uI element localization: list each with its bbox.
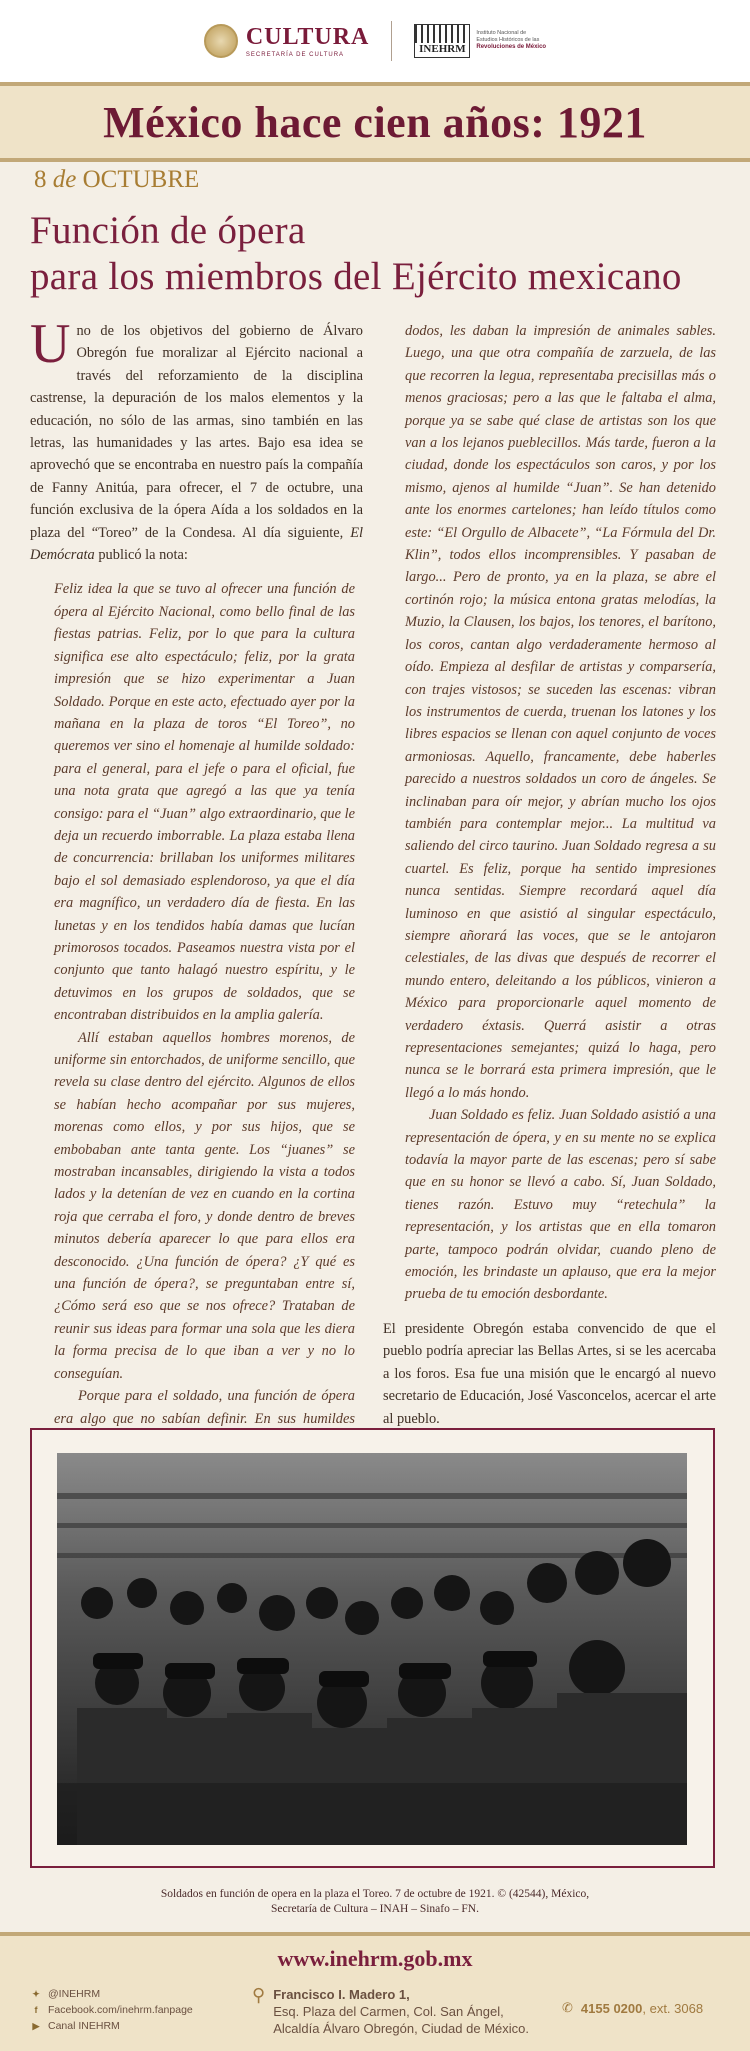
- quote-paragraph-3-continued: dodos, les daban la impresión de animales sables. Luego, una que otra compañía de zarzuela, de las que recorren la legua, representaba precisillas más o menos graciosas; pero a las que le faltaba el alma, porque ya se sabe qué clase de artistas son los que van a los lejanos pueblecillos. Más tarde, fueron a la ciudad, donde los espectáculos son caros, y por los mismo, ajenos al humilde “Juan”. Se han detenido ante los enormes cartelones; han leído títulos como este: “El Orgullo de Albacete”, “La Fórmula del Dr. Klin”, todos ellos incomprensibles. Y pasaban de largo... Pero de pronto, ya en la plaza, se abre el cortinón rojo; la música entona gratas melodías, la Muzio, la Clausen, los bajos, los tenores, el barítono, los coros, cantan algo verdaderamente hermoso al oído. Empieza al desfilar de artistas y comparsería, con trajes vistosos; se suceden las escenas: vibran los instrumentos de cuerda, truenan los latones y los libres espacios se llenan con aquel conjunto de voces armoniosas. Aquello, francamente, debe haberles parecido a nuestros soldados un coro de ángeles. Se inclinaban para oír mejor, y abrían mucho los ojos también para contemplar mejor... La multitud va saliendo del circo taurino. Juan Soldado regresa a su cuartel. Es feliz, porque ha sentido impresiones nunca sentidas. Siempre recordará aquel día luminoso en que asistió al singular espectáculo, siempre añorará las voces, que se le antojaron celestiales, de las divas que después de recorrer el mundo entero, deleitando a los públicos, vinieron a México para proporcionarle aquel momento de verdadero éxtasis. Querrá asistir a otras representaciones semejantes; quizá lo haga, pero nunca se le borrará esta primera impresión, que le llegó a lo más hondo.: [405, 323, 716, 1101]
- social-links: [30, 1988, 193, 2032]
- inehrm-logo[interactable]: [414, 24, 546, 58]
- location-pin-icon: ⚲: [252, 1985, 266, 2005]
- article-title: [30, 208, 730, 300]
- inehrm-building-icon: [414, 24, 470, 58]
- date-label: [34, 166, 199, 194]
- article-title-line1: Función de ópera: [30, 209, 306, 252]
- quote-block-left: [30, 578, 363, 1519]
- footer: [0, 1932, 750, 2051]
- date-month: OCTUBRE: [82, 166, 200, 193]
- left-column: [30, 313, 363, 1520]
- quote-block-right: [383, 320, 716, 1306]
- photo-caption: [100, 1887, 650, 1917]
- intro-paragraph: [30, 313, 363, 566]
- intro-source: El Demócrata: [30, 524, 363, 564]
- twitter-link[interactable]: [30, 1988, 193, 2000]
- youtube-icon: ▶: [32, 2020, 40, 2031]
- address-line2: Esq. Plaza del Carmen, Col. San Ángel,: [273, 2004, 504, 2019]
- address-block: [252, 1986, 529, 2037]
- historic-photo: [57, 1453, 687, 1845]
- mexico-seal-icon: [204, 24, 238, 58]
- cultura-logo-text: CULTURA: [245, 23, 370, 50]
- facebook-link[interactable]: [30, 2004, 193, 2016]
- cultura-logo-subtext: SECRETARÍA DE CULTURA: [245, 51, 345, 58]
- article-title-line2: para los miembros del Ejército mexicano: [30, 255, 682, 298]
- logo-divider: [391, 21, 392, 61]
- drop-cap: U: [30, 313, 71, 375]
- address-line1: Francisco I. Madero 1,: [273, 1987, 410, 2002]
- top-header: [0, 0, 750, 82]
- phone-ext: , ext. 3068: [642, 2000, 704, 2016]
- inehrm-line1: Instituto Nacional de: [476, 29, 527, 36]
- phone-icon: ✆: [562, 2000, 573, 2015]
- facebook-handle: Facebook.com/inehrm.fanpage: [48, 2004, 193, 2016]
- closing-paragraph: El presidente Obregón estaba convencido de que el pueblo podría apreciar las Bellas Artes, si se les acercaba a los foros. Esa fue una misión que le encargó al nuevo secretario de Educación, José Vasconcelos, acercar el arte al pueblo.: [383, 1320, 716, 1427]
- quote-paragraph-3: Porque para el soldado, una función de ópera era algo que no sabían definir. En sus humildes: [54, 1388, 355, 1427]
- youtube-handle: Canal INEHRM: [48, 2020, 120, 2032]
- caption-line2: Secretaría de Cultura – INAH – Sinafo – FN.: [271, 1903, 479, 1915]
- twitter-icon: ✦: [32, 1988, 40, 1999]
- soldiers-photo-illustration: [57, 1453, 687, 1845]
- date-de: de: [52, 166, 77, 193]
- website-link[interactable]: www.inehrm.gob.mx: [277, 1946, 473, 1971]
- phone-number: 4155 0200: [580, 2000, 643, 2016]
- right-column: [383, 320, 716, 1430]
- date-day: 8: [34, 166, 47, 193]
- quote-paragraph-2: Allí estaban aquellos hombres morenos, de uniforme sin entorchados, de uniforme sencillo, que revela su clase dentro del ejército. Algunos de ellos se habían hecho acompañar por sus mujeres, morenas como ellos, y por sus hijos, que se embobaban ante tanta gente. Los “juanes” se mostraban incansables, dirigiendo la vista a todos lados y la detenían de vez en cuando en la cortina roja que cerraba el foro, y donde dentro de breves minutos debería aparecer lo que para ellos era desconocido. ¿Una función de ópera? ¿Y qué es una función de ópera?, se preguntaban entre sí, ¿Cómo será eso que se nos ofrece? Trataban de reunir sus ideas para formar una sola que les diera la forma precisa de lo que iban a ver y no lo conseguían.: [54, 1029, 355, 1382]
- quote-paragraph-1: Feliz idea la que se tuvo al ofrecer una función de ópera al Ejército Nacional, como bello final de las fiestas patrias. Feliz, por lo que para la cultura significa ese alto espectáculo; feliz, por la grata impresión que se hizo experimentar a Juan Soldado. Porque en este acto, efectuado ayer por la mañana en la plaza de toros “El Toreo”, no queremos ver sino el homenaje al humilde soldado: para el general, para el jefe o para el oficial, fue una nota grata que agregó a las que ya tenía consigo: para el “Juan” algo extraordinario, que le deja un recuerdo imborrable. La plaza estaba llena de concurrencia: brillaban los uniformes militares bajo el sol demasiado esplendoroso, ya que el día era magnífico, un verdadero día de fiesta. En las lunetas y en los tendidos había damas que lucían primorosos tocados. Paseamos nuestra vista por el conjunto que tanto halagó nuestro espíritu, y le detuvimos en los grupos de soldados, que se encontraban distribuidos en la amplia galería.: [54, 581, 355, 1024]
- phone-block[interactable]: [562, 2000, 703, 2016]
- twitter-handle: @INEHRM: [48, 1988, 101, 2000]
- quote-paragraph-4: Juan Soldado es feliz. Juan Soldado asistió a una representación de ópera, y en su mente no se explica todavía la mayor parte de las escenas; pero sí sabe que en su honor se llevó a cabo. Sí, Juan Soldado, tienes razón. Estuvo muy “retechula” la representación, y los artistas que en ella tomaron parte, tampoco podrán olvidar, cuando pleno de emoción, les brindaste un aplauso, que era la mejor prueba de tu emoción desbordante.: [405, 1107, 716, 1303]
- inehrm-line3: Revoluciones de México: [476, 44, 547, 51]
- intro-text: no de los objetivos del gobierno de Álvaro Obregón fue moralizar al Ejército nacional a través del reforzamiento de la disciplina castrense, la depuración de los malos elementos y la educación, no sólo de las armas, sino también en las letras, las humanidades y las artes. Bajo esa idea se aprovechó que se encontraba en nuestro país la compañía de Fanny Anitúa, para ofrecer, el 7 de octubre, una función exclusiva de la ópera Aída a los soldados en la plaza del “Toreo” de la Condesa. Al día siguiente,: [30, 323, 363, 541]
- youtube-link[interactable]: [30, 2020, 193, 2032]
- facebook-icon: f: [34, 2005, 38, 2015]
- caption-line1: Soldados en función de opera en la plaza el Toreo. 7 de octubre de 1921. © (42544), México,: [160, 1888, 590, 1900]
- intro-end: publicó la nota:: [98, 547, 188, 564]
- banner-title: México hace cien años: 1921: [103, 97, 647, 147]
- title-banner: [0, 82, 750, 162]
- inehrm-logo-text: INEHRM: [419, 43, 466, 55]
- photo-frame: [30, 1428, 715, 1868]
- address-line3: Alcaldía Álvaro Obregón, Ciudad de México.: [273, 2021, 529, 2036]
- cultura-logo[interactable]: [204, 24, 369, 58]
- inehrm-line2: Estudios Históricos de las: [476, 37, 540, 44]
